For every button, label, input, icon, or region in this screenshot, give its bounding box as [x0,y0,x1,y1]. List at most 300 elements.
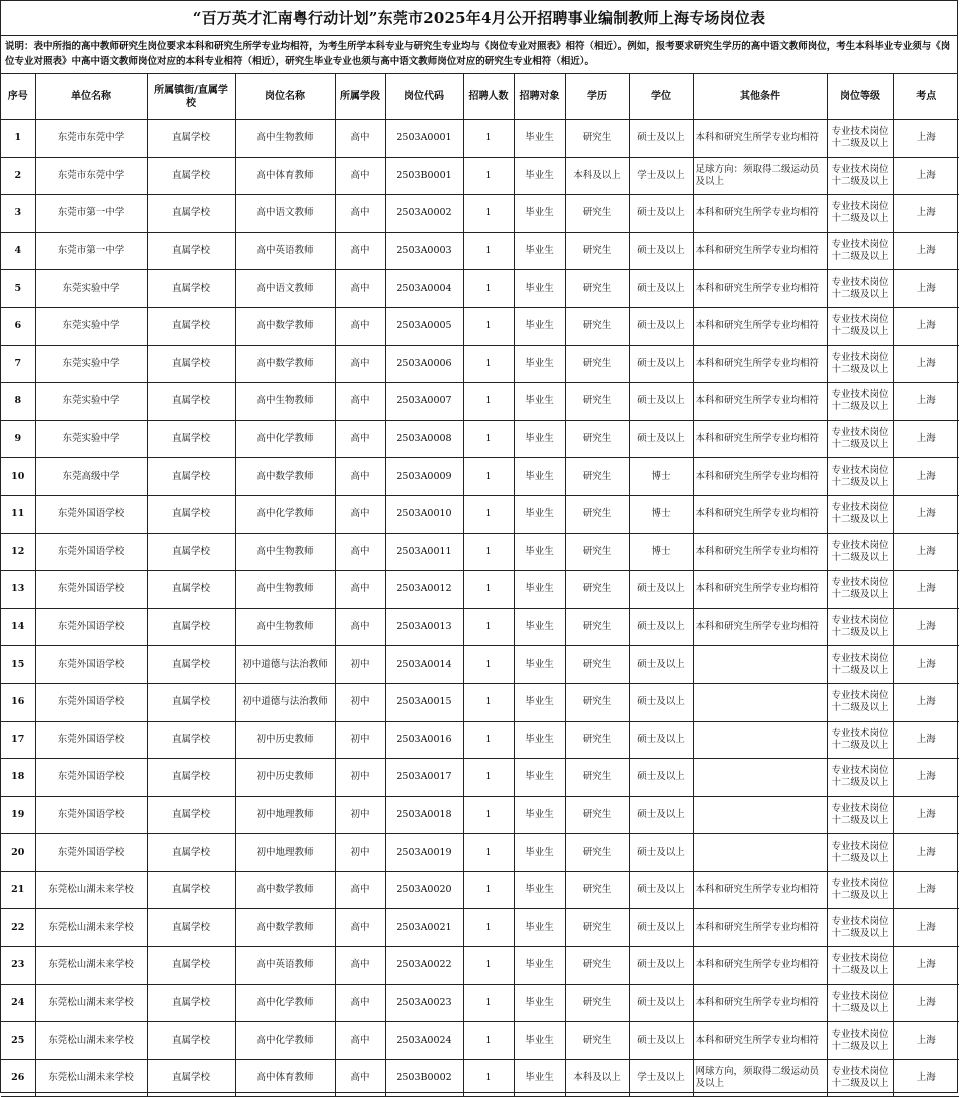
cell-row-index: 9 [1,420,35,458]
cell-other-conditions: 本科和研究生所学专业均相符 [693,909,827,947]
cell-position-code: 2503A0022 [385,947,463,985]
cell-other-conditions: 本科和研究生所学专业均相符 [693,608,827,646]
cell-exam-site: 上海 [893,608,959,646]
cell-school-stage: 初中 [335,834,385,872]
cell-hire-count: 1 [463,608,514,646]
cell-hire-target: 毕业生 [514,721,565,759]
header-col-index: 序号 [1,74,35,120]
cell-hire-target: 毕业生 [514,420,565,458]
cell-position-level: 专业技术岗位十二级及以上 [827,909,893,947]
cell-position-code: 2503A0005 [385,307,463,345]
cell-position-level: 专业技术岗位十二级及以上 [827,495,893,533]
cell-degree: 硕士及以上 [629,571,693,609]
cell-school-stage: 高中 [335,871,385,909]
table-row [1,345,959,383]
cell-degree: 硕士及以上 [629,420,693,458]
cell-education: 本科及以上 [565,157,629,195]
cell-exam-site: 上海 [893,383,959,421]
cell-position-code: 2503A0018 [385,796,463,834]
cell-degree: 硕士及以上 [629,646,693,684]
cell-exam-site: 上海 [893,984,959,1022]
cell-row-index: 1 [1,120,35,158]
cell-position-name: 高中语文教师 [235,195,335,233]
cell-degree: 硕士及以上 [629,871,693,909]
cell-hire-count: 1 [463,721,514,759]
cell-exam-site: 上海 [893,721,959,759]
table-row [1,533,959,571]
cell-degree: 硕士及以上 [629,834,693,872]
cell-unit-name: 东莞外国语学校 [35,683,147,721]
cell-hire-target: 毕业生 [514,683,565,721]
cell-education: 研究生 [565,796,629,834]
cell-position-level: 专业技术岗位十二级及以上 [827,947,893,985]
table-row [1,420,959,458]
cell-position-level: 专业技术岗位十二级及以上 [827,383,893,421]
cell-education: 研究生 [565,270,629,308]
cell-other-conditions: 本科和研究生所学专业均相符 [693,571,827,609]
cell-other-conditions: 本科和研究生所学专业均相符 [693,120,827,158]
cell-position-code: 2503A0011 [385,533,463,571]
cell-other-conditions: 本科和研究生所学专业均相符 [693,232,827,270]
cell-position-level: 专业技术岗位十二级及以上 [827,571,893,609]
header-col-unit-name: 单位名称 [35,74,147,120]
table-row [1,984,959,1022]
cell-hire-target: 毕业生 [514,232,565,270]
cell-affiliation: 直属学校 [147,984,235,1022]
cell-hire-count: 1 [463,984,514,1022]
cell-position-code: 2503A0013 [385,608,463,646]
cell-school-stage: 初中 [335,796,385,834]
cell-hire-count: 1 [463,871,514,909]
cell-degree: 硕士及以上 [629,608,693,646]
cell-other-conditions: 本科和研究生所学专业均相符 [693,1022,827,1060]
cell-education: 研究生 [565,608,629,646]
cell-degree: 硕士及以上 [629,120,693,158]
cell-unit-name: 东莞市第一中学 [35,232,147,270]
cell-affiliation: 直属学校 [147,495,235,533]
cell-hire-count: 1 [463,533,514,571]
table-row [1,270,959,308]
cell-exam-site: 上海 [893,232,959,270]
cell-row-index: 26 [1,1059,35,1097]
cell-position-level: 专业技术岗位十二级及以上 [827,608,893,646]
table-row [1,721,959,759]
cell-hire-count: 1 [463,759,514,797]
cell-school-stage: 高中 [335,195,385,233]
cell-position-level: 专业技术岗位十二级及以上 [827,345,893,383]
cell-other-conditions: 本科和研究生所学专业均相符 [693,533,827,571]
cell-other-conditions: 本科和研究生所学专业均相符 [693,458,827,496]
cell-position-name: 初中道德与法治教师 [235,683,335,721]
cell-hire-target: 毕业生 [514,947,565,985]
cell-school-stage: 高中 [335,947,385,985]
cell-position-level: 专业技术岗位十二级及以上 [827,759,893,797]
cell-hire-target: 毕业生 [514,120,565,158]
table-row [1,571,959,609]
cell-other-conditions [693,646,827,684]
cell-position-name: 高中语文教师 [235,270,335,308]
cell-affiliation: 直属学校 [147,195,235,233]
cell-unit-name: 东莞松山湖未来学校 [35,871,147,909]
header-col-hire-target: 招聘对象 [514,74,565,120]
cell-position-name: 高中生物教师 [235,533,335,571]
cell-position-code: 2503A0002 [385,195,463,233]
cell-hire-target: 毕业生 [514,383,565,421]
cell-position-name: 高中体育教师 [235,157,335,195]
cell-hire-count: 1 [463,571,514,609]
header-col-hire-count: 招聘人数 [463,74,514,120]
cell-unit-name: 东莞市东莞中学 [35,157,147,195]
cell-affiliation: 直属学校 [147,571,235,609]
cell-unit-name: 东莞松山湖未来学校 [35,1022,147,1060]
cell-row-index: 25 [1,1022,35,1060]
cell-position-level: 专业技术岗位十二级及以上 [827,1059,893,1097]
cell-affiliation: 直属学校 [147,834,235,872]
cell-position-level: 专业技术岗位十二级及以上 [827,984,893,1022]
table-row [1,947,959,985]
cell-degree: 博士 [629,533,693,571]
cell-position-level: 专业技术岗位十二级及以上 [827,1022,893,1060]
cell-other-conditions: 本科和研究生所学专业均相符 [693,420,827,458]
cell-hire-target: 毕业生 [514,1022,565,1060]
cell-position-name: 高中数学教师 [235,871,335,909]
cell-row-index: 15 [1,646,35,684]
cell-hire-target: 毕业生 [514,871,565,909]
cell-position-level: 专业技术岗位十二级及以上 [827,270,893,308]
cell-position-level: 专业技术岗位十二级及以上 [827,307,893,345]
cell-school-stage: 高中 [335,571,385,609]
cell-affiliation: 直属学校 [147,458,235,496]
cell-exam-site: 上海 [893,420,959,458]
cell-degree: 硕士及以上 [629,721,693,759]
cell-row-index: 20 [1,834,35,872]
cell-hire-count: 1 [463,420,514,458]
cell-hire-count: 1 [463,1059,514,1097]
cell-unit-name: 东莞外国语学校 [35,495,147,533]
table-row [1,834,959,872]
cell-other-conditions: 本科和研究生所学专业均相符 [693,345,827,383]
cell-hire-target: 毕业生 [514,759,565,797]
cell-degree: 博士 [629,458,693,496]
cell-affiliation: 直属学校 [147,232,235,270]
cell-position-level: 专业技术岗位十二级及以上 [827,420,893,458]
cell-exam-site: 上海 [893,307,959,345]
cell-exam-site: 上海 [893,909,959,947]
cell-affiliation: 直属学校 [147,533,235,571]
cell-affiliation: 直属学校 [147,1022,235,1060]
cell-school-stage: 高中 [335,270,385,308]
table-row [1,1022,959,1060]
cell-education: 研究生 [565,383,629,421]
header-col-position-code: 岗位代码 [385,74,463,120]
cell-position-name: 高中生物教师 [235,383,335,421]
cell-other-conditions: 本科和研究生所学专业均相符 [693,307,827,345]
cell-affiliation: 直属学校 [147,345,235,383]
cell-degree: 硕士及以上 [629,383,693,421]
cell-education: 研究生 [565,458,629,496]
cell-row-index: 8 [1,383,35,421]
cell-school-stage: 初中 [335,721,385,759]
cell-position-code: 2503A0016 [385,721,463,759]
cell-position-code: 2503A0012 [385,571,463,609]
cell-row-index: 17 [1,721,35,759]
cell-exam-site: 上海 [893,1022,959,1060]
cell-position-code: 2503A0009 [385,458,463,496]
cell-school-stage: 高中 [335,495,385,533]
cell-hire-count: 1 [463,495,514,533]
table-row [1,608,959,646]
cell-other-conditions: 本科和研究生所学专业均相符 [693,871,827,909]
cell-row-index: 14 [1,608,35,646]
cell-position-name: 高中生物教师 [235,608,335,646]
cell-unit-name: 东莞松山湖未来学校 [35,984,147,1022]
cell-hire-target: 毕业生 [514,834,565,872]
table-row [1,307,959,345]
cell-position-name: 高中英语教师 [235,232,335,270]
cell-position-level: 专业技术岗位十二级及以上 [827,195,893,233]
cell-school-stage: 高中 [335,984,385,1022]
cell-hire-count: 1 [463,683,514,721]
cell-education: 研究生 [565,646,629,684]
table-row [1,871,959,909]
cell-position-code: 2503A0021 [385,909,463,947]
cell-unit-name: 东莞实验中学 [35,307,147,345]
cell-school-stage: 高中 [335,120,385,158]
cell-degree: 硕士及以上 [629,683,693,721]
cell-education: 研究生 [565,909,629,947]
cell-exam-site: 上海 [893,270,959,308]
cell-position-name: 初中地理教师 [235,796,335,834]
cell-school-stage: 高中 [335,307,385,345]
header-col-education: 学历 [565,74,629,120]
cell-education: 研究生 [565,947,629,985]
cell-hire-count: 1 [463,195,514,233]
cell-exam-site: 上海 [893,947,959,985]
table-row [1,157,959,195]
cell-degree: 硕士及以上 [629,759,693,797]
cell-position-code: 2503A0015 [385,683,463,721]
cell-unit-name: 东莞外国语学校 [35,571,147,609]
cell-position-level: 专业技术岗位十二级及以上 [827,871,893,909]
cell-position-level: 专业技术岗位十二级及以上 [827,157,893,195]
cell-position-code: 2503A0020 [385,871,463,909]
cell-unit-name: 东莞松山湖未来学校 [35,1059,147,1097]
cell-position-code: 2503A0010 [385,495,463,533]
cell-affiliation: 直属学校 [147,307,235,345]
cell-degree: 硕士及以上 [629,270,693,308]
cell-position-code: 2503A0001 [385,120,463,158]
cell-hire-count: 1 [463,834,514,872]
cell-affiliation: 直属学校 [147,796,235,834]
cell-affiliation: 直属学校 [147,646,235,684]
cell-other-conditions: 本科和研究生所学专业均相符 [693,984,827,1022]
table-row [1,683,959,721]
cell-hire-count: 1 [463,458,514,496]
cell-position-level: 专业技术岗位十二级及以上 [827,796,893,834]
cell-position-name: 高中数学教师 [235,307,335,345]
table-row [1,646,959,684]
cell-education: 研究生 [565,984,629,1022]
table-row [1,383,959,421]
cell-row-index: 19 [1,796,35,834]
cell-school-stage: 高中 [335,458,385,496]
cell-exam-site: 上海 [893,533,959,571]
cell-unit-name: 东莞实验中学 [35,345,147,383]
cell-exam-site: 上海 [893,871,959,909]
cell-education: 研究生 [565,195,629,233]
cell-unit-name: 东莞实验中学 [35,383,147,421]
cell-row-index: 13 [1,571,35,609]
cell-affiliation: 直属学校 [147,383,235,421]
table-row [1,120,959,158]
cell-row-index: 4 [1,232,35,270]
cell-exam-site: 上海 [893,759,959,797]
cell-education: 研究生 [565,683,629,721]
positions-table [1,74,959,1097]
cell-hire-target: 毕业生 [514,984,565,1022]
cell-position-name: 高中生物教师 [235,120,335,158]
cell-degree: 博士 [629,495,693,533]
cell-education: 研究生 [565,871,629,909]
cell-row-index: 12 [1,533,35,571]
cell-affiliation: 直属学校 [147,270,235,308]
cell-unit-name: 东莞外国语学校 [35,759,147,797]
cell-position-level: 专业技术岗位十二级及以上 [827,458,893,496]
cell-hire-count: 1 [463,947,514,985]
cell-unit-name: 东莞外国语学校 [35,646,147,684]
cell-affiliation: 直属学校 [147,120,235,158]
cell-education: 本科及以上 [565,1059,629,1097]
cell-row-index: 11 [1,495,35,533]
cell-row-index: 10 [1,458,35,496]
cell-position-name: 高中数学教师 [235,345,335,383]
cell-other-conditions: 本科和研究生所学专业均相符 [693,495,827,533]
cell-position-name: 初中地理教师 [235,834,335,872]
cell-school-stage: 高中 [335,383,385,421]
cell-hire-target: 毕业生 [514,270,565,308]
cell-unit-name: 东莞实验中学 [35,420,147,458]
cell-unit-name: 东莞外国语学校 [35,834,147,872]
cell-row-index: 23 [1,947,35,985]
cell-affiliation: 直属学校 [147,871,235,909]
table-row [1,909,959,947]
cell-position-code: 2503A0014 [385,646,463,684]
cell-row-index: 22 [1,909,35,947]
cell-hire-target: 毕业生 [514,909,565,947]
cell-school-stage: 高中 [335,1059,385,1097]
cell-affiliation: 直属学校 [147,947,235,985]
cell-school-stage: 高中 [335,345,385,383]
cell-school-stage: 高中 [335,909,385,947]
cell-education: 研究生 [565,495,629,533]
cell-hire-target: 毕业生 [514,533,565,571]
cell-position-name: 高中化学教师 [235,984,335,1022]
cell-exam-site: 上海 [893,120,959,158]
cell-other-conditions [693,834,827,872]
cell-education: 研究生 [565,420,629,458]
cell-degree: 硕士及以上 [629,1022,693,1060]
cell-affiliation: 直属学校 [147,157,235,195]
cell-other-conditions: 本科和研究生所学专业均相符 [693,383,827,421]
cell-other-conditions: 本科和研究生所学专业均相符 [693,270,827,308]
table-row [1,495,959,533]
cell-position-code: 2503A0023 [385,984,463,1022]
cell-degree: 硕士及以上 [629,947,693,985]
cell-education: 研究生 [565,533,629,571]
cell-position-code: 2503A0004 [385,270,463,308]
cell-other-conditions: 足球方向：须取得二级运动员及以上 [693,157,827,195]
cell-affiliation: 直属学校 [147,909,235,947]
cell-education: 研究生 [565,759,629,797]
cell-position-level: 专业技术岗位十二级及以上 [827,646,893,684]
cell-position-code: 2503A0006 [385,345,463,383]
cell-other-conditions [693,759,827,797]
cell-unit-name: 东莞实验中学 [35,270,147,308]
cell-education: 研究生 [565,721,629,759]
cell-exam-site: 上海 [893,1059,959,1097]
cell-hire-target: 毕业生 [514,307,565,345]
table-row [1,1059,959,1097]
cell-row-index: 3 [1,195,35,233]
cell-hire-target: 毕业生 [514,796,565,834]
cell-hire-target: 毕业生 [514,571,565,609]
cell-school-stage: 初中 [335,759,385,797]
cell-row-index: 16 [1,683,35,721]
cell-education: 研究生 [565,834,629,872]
cell-hire-target: 毕业生 [514,495,565,533]
cell-hire-target: 毕业生 [514,458,565,496]
cell-position-name: 高中数学教师 [235,909,335,947]
cell-position-level: 专业技术岗位十二级及以上 [827,232,893,270]
cell-position-code: 2503A0008 [385,420,463,458]
cell-row-index: 21 [1,871,35,909]
cell-unit-name: 东莞外国语学校 [35,796,147,834]
cell-degree: 硕士及以上 [629,307,693,345]
cell-position-code: 2503B0002 [385,1059,463,1097]
document-title: “百万英才汇南粤行动计划”东莞市2025年4月公开招聘事业编制教师上海专场岗位表 [1,1,957,36]
cell-hire-target: 毕业生 [514,345,565,383]
cell-education: 研究生 [565,1022,629,1060]
cell-other-conditions: 本科和研究生所学专业均相符 [693,947,827,985]
cell-degree: 学士及以上 [629,157,693,195]
cell-unit-name: 东莞外国语学校 [35,721,147,759]
cell-hire-target: 毕业生 [514,195,565,233]
cell-education: 研究生 [565,232,629,270]
cell-unit-name: 东莞高级中学 [35,458,147,496]
cell-hire-target: 毕业生 [514,608,565,646]
table-row [1,458,959,496]
table-header-row [1,74,959,120]
cell-hire-target: 毕业生 [514,646,565,684]
table-row [1,232,959,270]
cell-position-name: 高中数学教师 [235,458,335,496]
cell-school-stage: 高中 [335,1022,385,1060]
cell-education: 研究生 [565,307,629,345]
cell-exam-site: 上海 [893,834,959,872]
cell-position-name: 初中历史教师 [235,759,335,797]
cell-hire-count: 1 [463,909,514,947]
cell-hire-target: 毕业生 [514,1059,565,1097]
cell-position-name: 高中化学教师 [235,495,335,533]
cell-position-level: 专业技术岗位十二级及以上 [827,120,893,158]
cell-row-index: 5 [1,270,35,308]
cell-exam-site: 上海 [893,571,959,609]
cell-position-name: 初中历史教师 [235,721,335,759]
cell-row-index: 2 [1,157,35,195]
cell-school-stage: 高中 [335,157,385,195]
cell-degree: 硕士及以上 [629,345,693,383]
cell-school-stage: 高中 [335,420,385,458]
